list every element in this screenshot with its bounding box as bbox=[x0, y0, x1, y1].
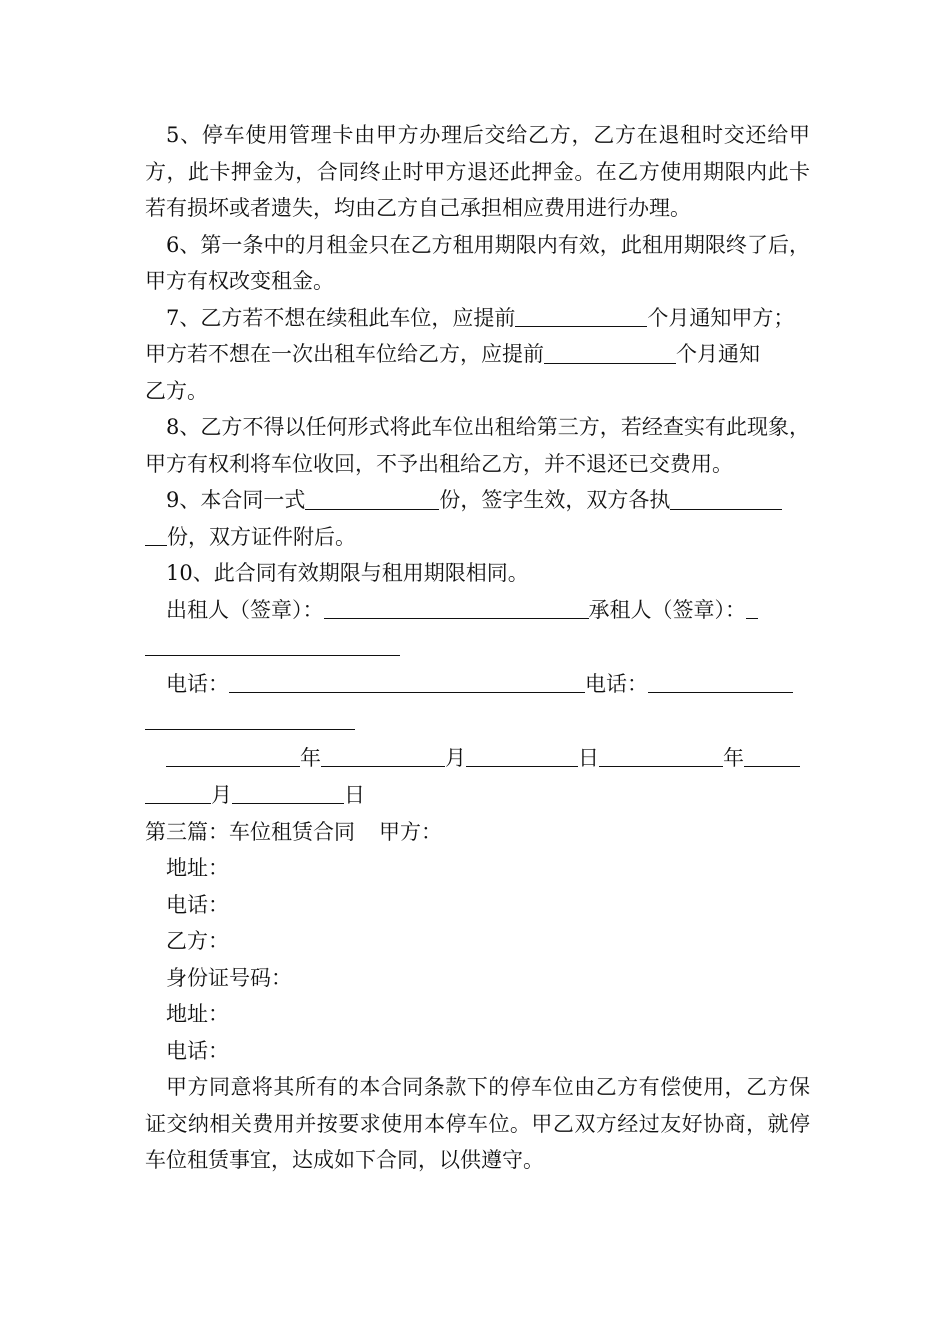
copies-each-blank[interactable] bbox=[670, 486, 782, 509]
clause-6: 6、第一条中的月租金只在乙方租用期限内有效，此租用期限终了后，甲方有权改变租金。 bbox=[145, 232, 810, 293]
clause-9-text-3: 份，双方证件附后。 bbox=[167, 524, 356, 549]
clause-7-text-2: 个月通知甲方； bbox=[647, 305, 795, 330]
party-b-label: 乙方： bbox=[166, 929, 229, 953]
clause-9-text-2: 份，签字生效，双方各执 bbox=[439, 488, 671, 512]
lessee-year-blank[interactable] bbox=[599, 744, 723, 767]
lessor-year-blank[interactable] bbox=[166, 744, 300, 767]
lessee-phone-blank-cont[interactable] bbox=[145, 707, 355, 730]
notice-months-lessor-blank[interactable] bbox=[544, 340, 676, 363]
signature-block bbox=[145, 592, 810, 814]
clause-9-text-1: 9、本合同一式 bbox=[166, 488, 306, 512]
part-three-intro: 甲方同意将其所有的本合同条款下的停车位由乙方有偿使用，乙方保证交纳相关费用并按要求使用本停车位。甲乙双方经过友好协商，就停车位租赁事宜，达成如下合同，以供遵守。 bbox=[145, 1075, 810, 1172]
lessor-year-label: 年 bbox=[300, 745, 321, 770]
lessee-month-label: 月 bbox=[211, 782, 232, 807]
part-three-title: 第三篇：车位租赁合同 bbox=[145, 819, 355, 844]
clause-7-text-3: 甲方若不想在一次出租车位给乙方，应提前 bbox=[145, 342, 544, 366]
party-b-phone-label: 电话： bbox=[166, 1038, 229, 1063]
lessor-day-blank[interactable] bbox=[466, 744, 578, 767]
copies-each-blank-cont[interactable] bbox=[145, 523, 167, 546]
party-b-address-label: 地址： bbox=[166, 1002, 229, 1026]
part-three-section bbox=[145, 814, 810, 1179]
lessee-month-blank-cont[interactable] bbox=[145, 781, 211, 804]
clause-10: 10、此合同有效期限与租用期限相同。 bbox=[166, 561, 529, 585]
lessee-sign-blank-cont[interactable] bbox=[145, 633, 400, 656]
clause-5: 5、停车使用管理卡由甲方办理后交给乙方，乙方在退租时交还给甲方，此卡押金为，合同终止时甲方退还此押金。在乙方使用期限内此卡若有损坏或者遗失，均由乙方自己承担相应费用进行办理。 bbox=[145, 123, 810, 220]
clause-7 bbox=[145, 300, 810, 410]
lessor-sign-label: 出租人（签章）： bbox=[166, 597, 324, 622]
lessor-sign-blank[interactable] bbox=[324, 596, 589, 619]
lessor-phone-label: 电话： bbox=[166, 671, 229, 696]
clause-9 bbox=[145, 482, 810, 555]
lessee-sign-blank[interactable] bbox=[746, 596, 758, 619]
party-a-phone-label: 电话： bbox=[166, 892, 229, 917]
lessee-year-label: 年 bbox=[723, 745, 744, 770]
lessor-phone-blank[interactable] bbox=[229, 670, 585, 693]
copies-total-blank[interactable] bbox=[305, 486, 439, 509]
lessee-phone-blank[interactable] bbox=[648, 670, 793, 693]
party-a-label: 甲方： bbox=[379, 819, 442, 844]
clause-7-text-1: 7、乙方若不想在续租此车位，应提前 bbox=[166, 305, 516, 330]
lessor-month-blank[interactable] bbox=[321, 744, 445, 767]
lessee-sign-label: 承租人（签章）： bbox=[588, 597, 746, 622]
lessee-phone-label: 电话： bbox=[585, 671, 648, 696]
document-page bbox=[145, 117, 810, 1179]
party-a-address-label: 地址： bbox=[166, 856, 229, 880]
lessor-month-label: 月 bbox=[445, 745, 466, 770]
lessee-day-label: 日 bbox=[344, 782, 365, 807]
clause-7-text-5: 乙方。 bbox=[145, 378, 208, 403]
clause-8: 8、乙方不得以任何形式将此车位出租给第三方，若经查实有此现象，甲方有权利将车位收回，不予出租给乙方，并不退还已交费用。 bbox=[145, 415, 810, 476]
lessee-day-blank[interactable] bbox=[232, 781, 344, 804]
lessee-month-blank[interactable] bbox=[744, 744, 800, 767]
lessor-day-label: 日 bbox=[578, 745, 599, 770]
clause-7-text-4: 个月通知 bbox=[676, 342, 760, 366]
notice-months-lessee-blank[interactable] bbox=[515, 304, 647, 327]
party-b-id-label: 身份证号码： bbox=[166, 965, 292, 990]
